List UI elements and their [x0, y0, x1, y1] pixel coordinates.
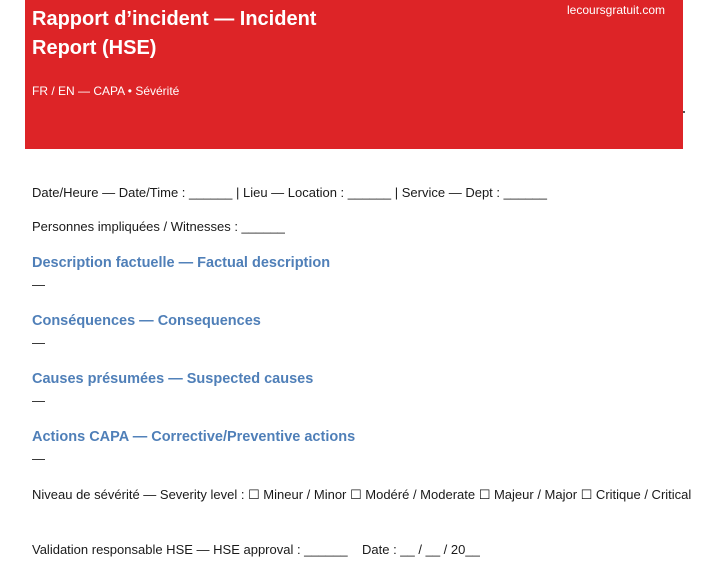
watermark-text: lecoursgratuit.com [567, 3, 666, 17]
section-body-description: — [32, 277, 45, 292]
section-heading-description: Description factuelle — Factual description [32, 255, 331, 271]
hse-approval-field: Validation responsable HSE — HSE approval : ______ Date : __ / __ / 20__ [32, 542, 480, 557]
stray-dot [683, 111, 685, 113]
section-heading-causes: Causes présumées — Suspected causes [32, 371, 314, 387]
section-heading-consequences: Conséquences — Consequences [32, 313, 261, 329]
document-subtitle: FR / EN — CAPA • Sévérité [32, 84, 180, 98]
section-body-actions: — [32, 451, 45, 466]
document-title: Rapport d’incident — Incident Report (HSE) [32, 8, 317, 59]
section-body-causes: — [32, 393, 45, 408]
persons-field: Personnes impliquées / Witnesses : ______ [32, 219, 285, 234]
section-heading-actions: Actions CAPA — Corrective/Preventive actions [32, 429, 356, 445]
header-banner [25, 0, 683, 149]
datetime-location-field: Date/Heure — Date/Time : ______ | Lieu — Location : ______ | Service — Dept : ______ [32, 185, 548, 200]
section-body-consequences: — [32, 335, 45, 350]
severity-level-field: Niveau de sévérité — Severity level : ☐ Mineur / Minor ☐ Modéré / Moderate ☐ Majeur / Major ☐ Critique / Critical [32, 487, 692, 502]
